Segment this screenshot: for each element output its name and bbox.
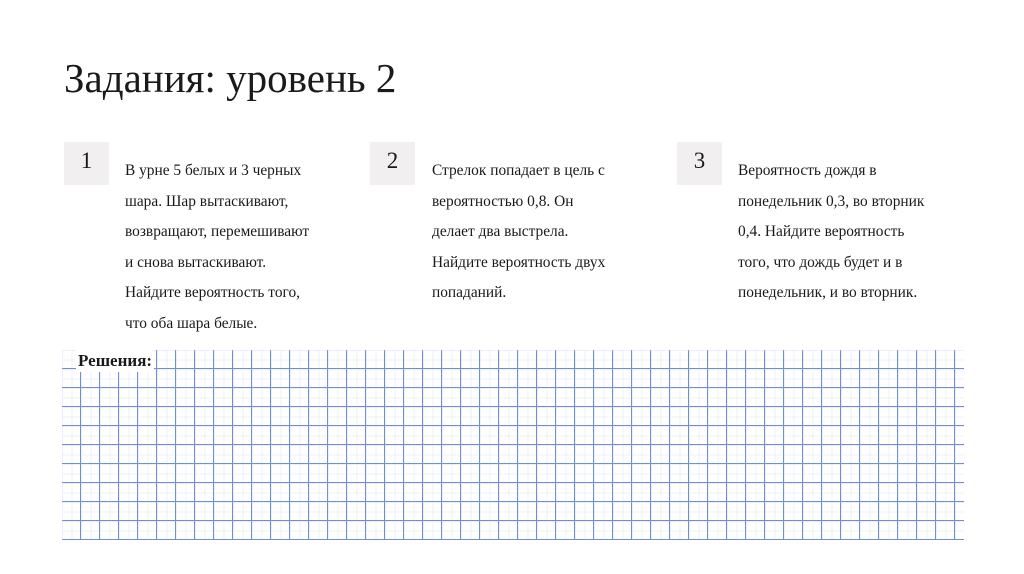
slide-title: Задания: уровень 2 (64, 55, 397, 101)
task-text-line: шара. Шар вытаскивают, (125, 192, 289, 210)
task-text-line: что оба шара белые. (125, 314, 258, 332)
task-number-badge: 1 (64, 142, 109, 185)
task-number-badge: 3 (677, 142, 722, 185)
task-text-line: делает два выстрела. (432, 223, 569, 240)
task-text (125, 156, 360, 339)
task-text-line: Стрелок попадает в цель с (432, 162, 605, 179)
task-text-line: понедельник 0,3, во вторник (738, 192, 925, 210)
task-text (738, 156, 973, 309)
task-text-line: понедельник, и во вторник. (738, 284, 918, 301)
task-text-line: попаданий. (432, 284, 507, 301)
task-text-line: возвращают, перемешивают (125, 223, 310, 240)
task-text-line: В урне 5 белых и 3 черных (125, 162, 302, 179)
task-number-badge: 2 (370, 142, 415, 185)
task-text-line: того, что дождь будет и в (738, 253, 903, 271)
task-text-line: Найдите вероятность двух (432, 253, 606, 271)
solutions-label: Решения: (78, 351, 153, 370)
task-text-line: Вероятность дождя в (738, 162, 877, 179)
task-text-line: Найдите вероятность того, (125, 284, 300, 301)
task-text-line: 0,4. Найдите вероятность (738, 223, 905, 240)
graph-paper-grid (62, 350, 964, 540)
task-text-line: вероятностью 0,8. Он (432, 192, 574, 210)
task-text-line: и снова вытаскивают. (125, 253, 267, 271)
task-text (432, 156, 667, 309)
